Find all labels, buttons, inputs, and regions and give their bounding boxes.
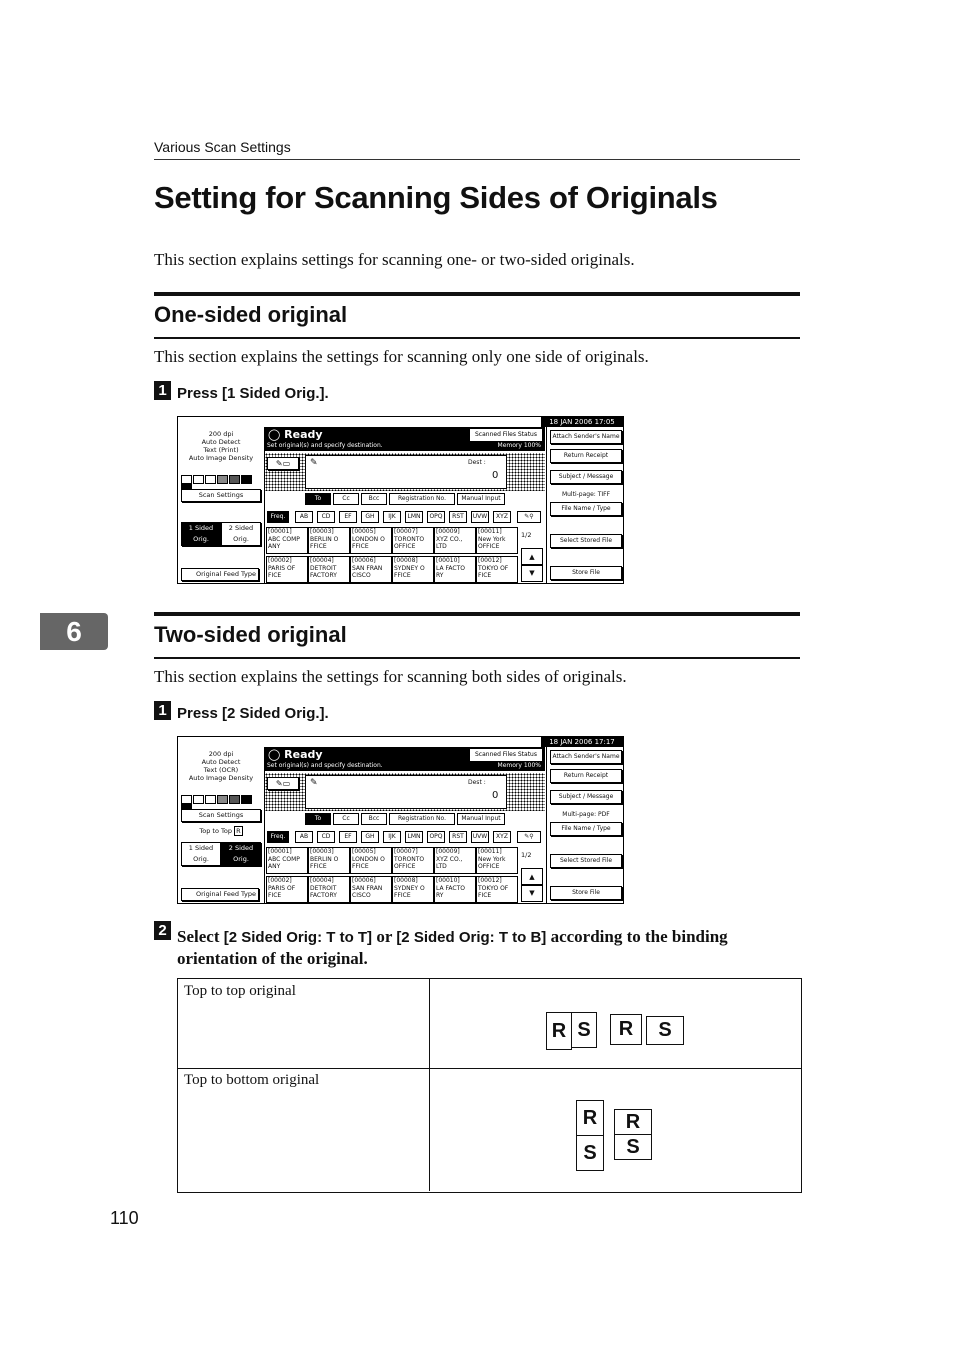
attach-senders-name-button[interactable]: Attach Sender's Name bbox=[550, 430, 622, 444]
page-title: Setting for Scanning Sides of Originals bbox=[154, 180, 718, 215]
memory-indicator: Memory 100% bbox=[497, 762, 541, 769]
tab-cc[interactable]: Cc bbox=[333, 813, 359, 825]
tab-manual-input[interactable]: Manual Input bbox=[457, 493, 505, 505]
one-sided-heading: One-sided original bbox=[154, 302, 348, 327]
index-uvw[interactable]: UVW bbox=[471, 831, 489, 843]
tab-registration-no[interactable]: Registration No. bbox=[389, 493, 455, 505]
index-xyz[interactable]: XYZ bbox=[493, 831, 511, 843]
index-ef[interactable]: EF bbox=[339, 831, 357, 843]
section-rule-bottom bbox=[154, 337, 800, 339]
destination-entry[interactable]: [00009] XYZ CO., LTD bbox=[434, 527, 476, 554]
index-ab[interactable]: AB bbox=[295, 831, 313, 843]
top-to-bottom-s-page-icon: S bbox=[576, 1135, 604, 1171]
top-to-top-r-page-icon: R bbox=[610, 1014, 642, 1045]
destination-entry[interactable]: [00005] LONDON O FFICE bbox=[350, 847, 392, 874]
tab-registration-no[interactable]: Registration No. bbox=[389, 813, 455, 825]
status-bar bbox=[265, 427, 545, 451]
store-file-button[interactable]: Store File bbox=[550, 566, 622, 580]
memory-indicator: Memory 100% bbox=[497, 442, 541, 449]
step-number-1: 1 bbox=[154, 381, 171, 400]
step-number-1: 1 bbox=[154, 701, 171, 720]
top-to-bottom-r-page-icon: R bbox=[614, 1109, 652, 1135]
table-row bbox=[178, 979, 801, 1069]
top-to-top-r-page-icon: R bbox=[546, 1012, 572, 1050]
section-rule-top bbox=[154, 612, 800, 616]
index-lmn[interactable]: LMN bbox=[405, 831, 423, 843]
destination-entry[interactable]: [00002] PARIS OF FICE bbox=[266, 876, 308, 903]
attach-senders-name-button[interactable]: Attach Sender's Name bbox=[550, 750, 622, 764]
destination-list bbox=[265, 846, 518, 902]
orientation-icon: R bbox=[236, 827, 241, 835]
scan-settings-button[interactable]: Scan Settings bbox=[181, 809, 261, 822]
orientation-table bbox=[177, 978, 802, 1193]
top-to-bottom-s-page-icon: S bbox=[614, 1134, 652, 1160]
page-indicator: 1/2 bbox=[521, 851, 532, 859]
column-divider bbox=[429, 1068, 430, 1191]
ready-status: ◯ Ready bbox=[268, 748, 323, 761]
scan-settings-panel bbox=[178, 747, 265, 903]
status-message: Set original(s) and specify destination. bbox=[267, 442, 383, 449]
top-to-bottom-r-page-icon: R bbox=[576, 1100, 604, 1136]
index-freq[interactable]: Freq. bbox=[267, 831, 289, 843]
file-name-type-button[interactable]: File Name / Type bbox=[550, 822, 622, 836]
options-panel bbox=[546, 427, 624, 583]
date-display: 18 JAN 2006 17:17 bbox=[541, 737, 623, 747]
page-indicator: 1/2 bbox=[521, 531, 532, 539]
section-rule-top bbox=[154, 292, 800, 296]
destination-entry[interactable]: [00007] TORONTO OFFICE bbox=[392, 847, 434, 874]
dest-count: 0 bbox=[492, 790, 499, 801]
destination-entry[interactable]: [00012] TOKYO OF FICE bbox=[476, 876, 518, 903]
edit-icon[interactable]: ✎▭ bbox=[267, 777, 299, 790]
destination-entry[interactable]: [00011] New York OFFICE bbox=[476, 527, 518, 554]
index-rst[interactable]: RST bbox=[449, 511, 467, 523]
store-file-button[interactable]: Store File bbox=[550, 886, 622, 900]
select-stored-file-button[interactable]: Select Stored File bbox=[550, 534, 622, 548]
index-opq[interactable]: OPQ bbox=[427, 511, 445, 523]
resolution-label: 200 dpi bbox=[208, 430, 234, 438]
destination-entry[interactable]: [00012] TOKYO OF FICE bbox=[476, 556, 518, 583]
row-label: Top to top original bbox=[184, 983, 296, 999]
destination-tabs bbox=[265, 813, 545, 825]
running-head: Various Scan Settings bbox=[154, 139, 291, 155]
index-cd[interactable]: CD bbox=[317, 831, 335, 843]
index-gh[interactable]: GH bbox=[361, 511, 379, 523]
resolution-label: 200 dpi bbox=[208, 750, 234, 758]
scanned-files-status-button[interactable]: Scanned Files Status bbox=[470, 429, 542, 441]
status-bar bbox=[265, 747, 545, 771]
destination-entry[interactable]: [00001] ABC COMP ANY bbox=[266, 847, 308, 874]
top-to-top-s-page-icon: S bbox=[571, 1012, 597, 1048]
index-ijk[interactable]: IJK bbox=[383, 511, 401, 523]
two-sided-heading: Two-sided original bbox=[154, 622, 347, 647]
index-row bbox=[265, 830, 545, 844]
destination-icon: ✎ bbox=[310, 778, 318, 788]
mode-label: Text (OCR) bbox=[203, 766, 239, 774]
index-opq[interactable]: OPQ bbox=[427, 831, 445, 843]
scroll-down-button[interactable]: ▼ bbox=[521, 884, 543, 902]
destination-entry[interactable]: [00006] SAN FRAN CISCO bbox=[350, 876, 392, 903]
tab-to[interactable]: To bbox=[305, 493, 331, 505]
destination-panel bbox=[265, 427, 545, 583]
dest-label: Dest : bbox=[468, 459, 486, 466]
two-sided-orig-button[interactable]: 2 Sided Orig. bbox=[221, 522, 261, 546]
detect-label: Auto Detect bbox=[201, 438, 241, 446]
top-to-top-label: Top to Top R bbox=[199, 827, 241, 835]
one-sided-orig-button[interactable]: 1 Sided Orig. bbox=[181, 842, 221, 866]
destination-entry[interactable]: [00007] TORONTO OFFICE bbox=[392, 527, 434, 554]
index-row bbox=[265, 510, 545, 524]
step-two-sided: Press [2 Sided Orig.]. bbox=[177, 705, 329, 722]
status-message: Set original(s) and specify destination. bbox=[267, 762, 383, 769]
mode-label: Text (Print) bbox=[203, 446, 239, 454]
options-panel bbox=[546, 747, 624, 903]
tab-cc[interactable]: Cc bbox=[333, 493, 359, 505]
dest-label: Dest : bbox=[468, 779, 486, 786]
intro-text: This section explains settings for scanning one- or two-sided originals. bbox=[154, 250, 635, 269]
original-feed-type-button[interactable]: Original Feed Type bbox=[181, 888, 259, 901]
destination-panel bbox=[265, 747, 545, 903]
scanned-files-status-button[interactable]: Scanned Files Status bbox=[470, 749, 542, 761]
chapter-tab: 6 bbox=[40, 613, 108, 650]
destination-entry[interactable]: [00005] LONDON O FFICE bbox=[350, 527, 392, 554]
index-uvw[interactable]: UVW bbox=[471, 511, 489, 523]
subject-message-button[interactable]: Subject / Message bbox=[550, 470, 622, 484]
destination-entry[interactable]: [00004] DETROIT FACTORY bbox=[308, 556, 350, 583]
destination-entry[interactable]: [00010] LA FACTO RY bbox=[434, 556, 476, 583]
index-gh[interactable]: GH bbox=[361, 831, 379, 843]
row-label: Top to bottom original bbox=[184, 1072, 320, 1088]
scroll-down-button[interactable]: ▼ bbox=[521, 564, 543, 582]
search-icon[interactable]: ✎⚲ bbox=[517, 831, 541, 843]
destination-field[interactable] bbox=[305, 455, 507, 489]
destination-entry[interactable]: [00003] BERLIN O FFICE bbox=[308, 847, 350, 874]
file-name-type-button[interactable]: File Name / Type bbox=[550, 502, 622, 516]
top-to-top-s-page-icon: S bbox=[646, 1016, 684, 1045]
scroll-up-button[interactable]: ▲ bbox=[521, 548, 543, 566]
index-lmn[interactable]: LMN bbox=[405, 511, 423, 523]
ready-status: ◯ Ready bbox=[268, 428, 323, 441]
dest-count: 0 bbox=[492, 470, 499, 481]
original-feed-type-button[interactable]: Original Feed Type bbox=[181, 568, 259, 581]
tab-to[interactable]: To bbox=[305, 813, 331, 825]
tab-bcc[interactable]: Bcc bbox=[361, 813, 387, 825]
control-panel-screen-2sided bbox=[177, 736, 624, 904]
detect-label: Auto Detect bbox=[201, 758, 241, 766]
destination-entry[interactable]: [00001] ABC COMP ANY bbox=[266, 527, 308, 554]
section-rule-bottom bbox=[154, 657, 800, 659]
destination-entry[interactable]: [00006] SAN FRAN CISCO bbox=[350, 556, 392, 583]
one-sided-orig-button[interactable]: 1 Sided Orig. bbox=[181, 522, 221, 546]
select-stored-file-button[interactable]: Select Stored File bbox=[550, 854, 622, 868]
destination-field[interactable] bbox=[305, 775, 507, 809]
tab-bcc[interactable]: Bcc bbox=[361, 493, 387, 505]
density-scale[interactable] bbox=[181, 475, 261, 484]
one-sided-text: This section explains the settings for scanning only one side of originals. bbox=[154, 347, 649, 366]
multipage-label: Multi-page: TIFF bbox=[561, 491, 611, 498]
multipage-label: Multi-page: PDF bbox=[562, 811, 610, 818]
destination-area bbox=[265, 453, 545, 491]
step-number-2: 2 bbox=[154, 921, 171, 940]
destination-list bbox=[265, 526, 518, 582]
two-sided-text: This section explains the settings for scanning both sides of originals. bbox=[154, 667, 627, 686]
destination-tabs bbox=[265, 493, 545, 505]
index-rst[interactable]: RST bbox=[449, 831, 467, 843]
destination-entry[interactable]: [00002] PARIS OF FICE bbox=[266, 556, 308, 583]
two-sided-orig-button[interactable]: 2 Sided Orig. bbox=[221, 842, 261, 866]
destination-entry[interactable]: [00003] BERLIN O FFICE bbox=[308, 527, 350, 554]
destination-icon: ✎ bbox=[310, 458, 318, 468]
index-ef[interactable]: EF bbox=[339, 511, 357, 523]
destination-entry[interactable]: [00011] New York OFFICE bbox=[476, 847, 518, 874]
step-one-sided: Press [1 Sided Orig.]. bbox=[177, 385, 329, 402]
destination-entry[interactable]: [00008] SYDNEY O FFICE bbox=[392, 876, 434, 903]
index-ab[interactable]: AB bbox=[295, 511, 313, 523]
column-divider bbox=[429, 979, 430, 1068]
return-receipt-button[interactable]: Return Receipt bbox=[550, 769, 622, 783]
subject-message-button[interactable]: Subject / Message bbox=[550, 790, 622, 804]
density-scale[interactable] bbox=[181, 795, 261, 804]
table-row bbox=[178, 1068, 801, 1191]
scan-settings-panel bbox=[178, 427, 265, 583]
control-panel-screen-1sided bbox=[177, 416, 624, 584]
index-cd[interactable]: CD bbox=[317, 511, 335, 523]
destination-entry[interactable]: [00004] DETROIT FACTORY bbox=[308, 876, 350, 903]
page-number: 110 bbox=[110, 1208, 139, 1228]
search-icon[interactable]: ✎⚲ bbox=[517, 511, 541, 523]
return-receipt-button[interactable]: Return Receipt bbox=[550, 449, 622, 463]
density-label: Auto Image Density bbox=[188, 454, 254, 462]
destination-area bbox=[265, 773, 545, 811]
destination-entry[interactable]: [00009] XYZ CO., LTD bbox=[434, 847, 476, 874]
tab-manual-input[interactable]: Manual Input bbox=[457, 813, 505, 825]
index-ijk[interactable]: IJK bbox=[383, 831, 401, 843]
step-select-binding: Select [2 Sided Orig: T to T] or [2 Sided Orig: T to B] according to the binding orientation of the original. bbox=[177, 927, 728, 968]
date-display: 18 JAN 2006 17:05 bbox=[541, 417, 623, 427]
scroll-up-button[interactable]: ▲ bbox=[521, 868, 543, 886]
edit-icon[interactable]: ✎▭ bbox=[267, 457, 299, 470]
destination-entry[interactable]: [00010] LA FACTO RY bbox=[434, 876, 476, 903]
destination-entry[interactable]: [00008] SYDNEY O FFICE bbox=[392, 556, 434, 583]
density-label: Auto Image Density bbox=[188, 774, 254, 782]
scan-settings-button[interactable]: Scan Settings bbox=[181, 489, 261, 502]
index-xyz[interactable]: XYZ bbox=[493, 511, 511, 523]
header-rule bbox=[154, 159, 800, 160]
index-freq[interactable]: Freq. bbox=[267, 511, 289, 523]
